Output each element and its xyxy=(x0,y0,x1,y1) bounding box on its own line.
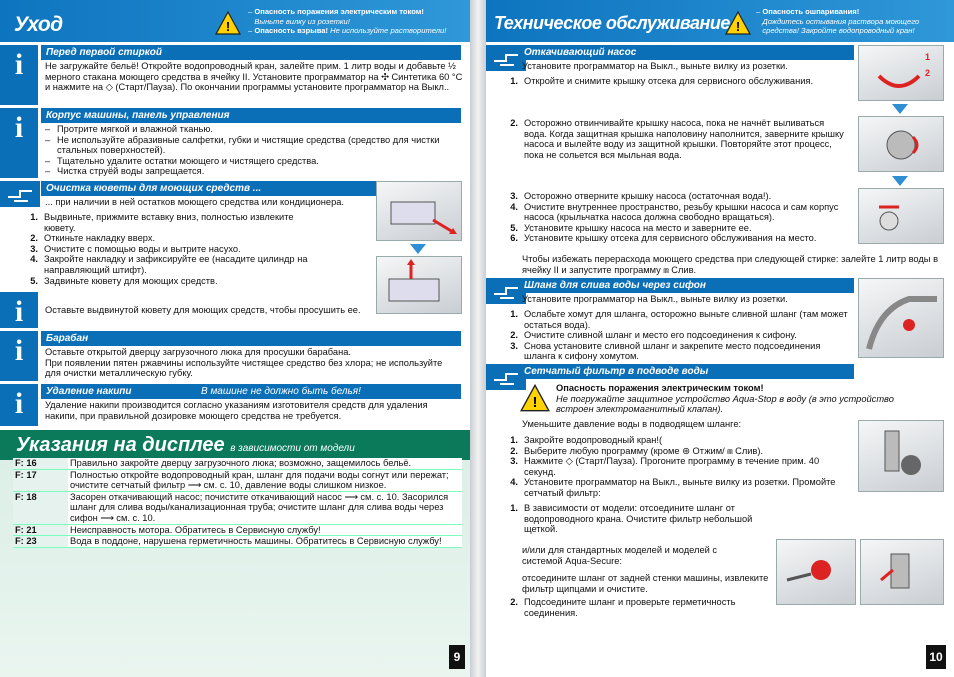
page-title: Уход xyxy=(14,13,63,36)
info-icon: i xyxy=(0,292,38,328)
steps-list xyxy=(504,597,774,618)
hose-illustration xyxy=(858,278,944,358)
list-item: 4. Установите программатор на Выкл., выньте вилку из розетки. Промойте сетчатый фильтр: xyxy=(510,477,836,498)
aqua-secure-note: и/или для стандартных моделей и моделей с системой Aqua-Secure: xyxy=(522,545,718,566)
steps-list xyxy=(504,191,849,244)
section-intro: ... при наличии в ней остатков моющего средства или кондиционера. xyxy=(45,197,345,207)
hand-icon xyxy=(0,181,40,207)
section-header: Корпус машины, панель управления xyxy=(41,108,461,123)
pump-illustration xyxy=(858,116,944,172)
list-item: 6. Установите крышку отсека для сервисного обслуживания на место. xyxy=(510,233,817,244)
steps-list xyxy=(504,435,849,499)
list-item: 2. Осторожно отвинчивайте крышку насоса, пока не начнёт выливаться вода. Когда защитная крышка наполовину наполнится, заверните крышку насоса и вылейте воду из защитной крышки. Повторяйте этот процесс, пока не сольется вся мыльная вода. xyxy=(510,118,844,160)
table-row: F: 21 Неисправность мотора. Обратитесь в Сервисную службу! xyxy=(13,524,462,536)
display-messages xyxy=(0,430,470,677)
header-banner xyxy=(486,0,954,42)
section-header: Очистка кюветы для моющих средств ... xyxy=(41,181,376,196)
steps-list xyxy=(504,118,849,160)
page-number: 10 xyxy=(926,645,946,669)
page-number: 9 xyxy=(449,645,465,669)
arrow-down-icon xyxy=(892,176,908,186)
section-text: Оставьте выдвинутой кювету для моющих средств, чтобы просушить ее. xyxy=(45,305,361,315)
list-item: – Протрите мягкой и влажной тканью. xyxy=(45,124,445,135)
page-gutter xyxy=(470,0,486,677)
warning-icon xyxy=(520,384,550,412)
list-item: 1. Ослабьте хомут для шланга, осторожно выньте сливной шланг (там может остаться вода). xyxy=(510,309,848,330)
section-header: Удаление накипи В машине не должно быть белья! xyxy=(41,384,461,399)
steps-list xyxy=(504,76,849,87)
list-item: 5. Установите крышку насоса на место и заверните ее. xyxy=(510,222,752,233)
page-10 xyxy=(486,0,954,677)
aqua-secure-text: отсоедините шланг от задней стенки машины, извлеките фильтр щипцами и очистите. xyxy=(522,573,769,594)
section-text: Не загружайте бельё! Откройте водопроводный кран, залейте прим. 1 литр воды и добавьте ½ мерного стакана моющего средства в ячейку II. Установите программатор на ✣ Синтетика 60 °C и нажмите на ◇ (Старт/Пауза). По окончании программы установите программатор на Выкл.. xyxy=(45,61,463,93)
error-codes-table xyxy=(13,458,462,548)
list-item: 4. Очистите внутреннее пространство, резьбу крышки насоса и сам корпус насоса (крыльчатка насоса должна свободно вращаться). xyxy=(510,201,839,223)
info-icon: i xyxy=(0,108,38,178)
list-item: 1. В зависимости от модели: отсоедините шланг от водопроводного крана. Очистите фильтр небольшой щеткой. xyxy=(510,503,753,535)
section-header: Перед первой стиркой xyxy=(41,45,461,60)
svg-text:!: ! xyxy=(735,19,741,34)
section-header: Сетчатый фильтр в подводе воды xyxy=(519,364,854,379)
page-9 xyxy=(0,0,470,677)
svg-text:1: 1 xyxy=(925,52,931,62)
filter-illustration xyxy=(776,539,856,605)
section-header: Барабан xyxy=(41,331,461,346)
info-icon: i xyxy=(0,331,38,381)
svg-text:2: 2 xyxy=(925,68,931,78)
list-item: 5. Задвиньте кювету для моющих средств. xyxy=(30,275,218,286)
list-item: 2. Подсоедините шланг и проверьте герметичность соединения. xyxy=(510,597,736,618)
section-intro: Уменьшите давление воды в подводящем шланге: xyxy=(522,419,742,429)
page-title: Техническое обслуживание xyxy=(494,13,730,33)
pump-illustration xyxy=(858,45,944,101)
list-item: 3. Снова установите сливной шланг и закрепите место подсоединения шланга к сифону хомутом. xyxy=(510,340,821,362)
list-item: 2. Очистите сливной шланг и место его подсоединения к сифону. xyxy=(510,330,797,341)
list-item: 3. Очистите с помощью воды и вытрите насухо. xyxy=(30,243,241,254)
list-item: 1. Откройте и снимите крышку отсека для сервисного обслуживания. xyxy=(510,76,814,86)
svg-text:!: ! xyxy=(532,394,538,412)
section-text: Удаление накипи производится согласно указаниям изготовителя средств для удаления накипи, при правильной дозировке моющего средства не требуется. xyxy=(45,400,428,421)
table-row: F: 17 Полностью откройте водопроводный кран, шланг для подачи воды согнут или пережат; очистите сетчатый фильтр ⟶ см. с. 10, давление воды слишком низкое. xyxy=(13,469,462,491)
header-banner xyxy=(0,0,470,42)
list-item: – Чистка струёй воды запрещается. xyxy=(45,166,445,177)
care-list xyxy=(45,124,445,177)
list-item: – Не используйте абразивные салфетки, губки и чистящие средства (средство для чистки стальных поверхностей). xyxy=(45,135,445,156)
list-item: 3. Нажмите ◇ (Старт/Пауза). Прогоните программу в течение прим. 40 секунд. xyxy=(510,456,820,477)
list-item: – Тщательно удалите остатки моющего и чистящего средства. xyxy=(45,156,445,167)
info-icon: i xyxy=(0,384,38,426)
list-item: 2. Выберите любую программу (кроме ⊛ Отжим/ ⩎ Слив). xyxy=(510,445,764,456)
steps-list xyxy=(24,212,324,286)
list-item: 1. Выдвиньте, прижмите вставку вниз, полностью извлеките кювету. xyxy=(30,212,294,233)
info-icon: i xyxy=(0,45,38,105)
warning-icon xyxy=(215,11,241,35)
filter-illustration xyxy=(858,420,944,492)
pump-illustration xyxy=(858,188,944,244)
section-intro: Установите программатор на Выкл., выньте вилку из розетки. xyxy=(522,294,788,304)
warning-text: – Опасность поражения электрическим током! Выньте вилку из розетки! – Опасность взрыва! Не используйте растворители! xyxy=(248,7,447,35)
list-item: 4. Закройте накладку и зафиксируйте ее (насадите цилиндр на направляющий штифт). xyxy=(30,254,308,275)
display-title: Указания на дисплее в зависимости от модели xyxy=(16,434,355,456)
section-text: Оставьте открытой дверцу загрузочного люка для просушки барабана. При появлении пятен ржавчины используйте чистящее средство без хлора; не используйте для очистки металлическую губку. xyxy=(45,347,443,379)
section-intro: Установите программатор на Выкл., выньте вилку из розетки. xyxy=(522,61,788,71)
warning-icon xyxy=(725,11,751,35)
filter-illustration xyxy=(860,539,944,605)
warning-text: – Опасность ошпаривания! Дождитесь остывания раствора моющего средства! Закройте водопроводный кран! xyxy=(756,7,920,35)
list-item: 1. Закройте водопроводный кран!( xyxy=(510,435,663,445)
drawer-illustration xyxy=(376,181,462,241)
steps-list xyxy=(504,309,849,362)
section-header: Шланг для слива воды через сифон xyxy=(519,278,854,293)
table-row: F: 23 Вода в поддоне, нарушена герметичность машины. Обратитесь в Сервисную службу! xyxy=(13,536,462,548)
drawer-illustration xyxy=(376,256,462,314)
arrow-down-icon xyxy=(410,244,426,254)
section-note: Чтобы избежать перерасхода моющего средства при следующей стирке: залейте 1 литр воды в ячейку II и запустите программу ⩎ Слив. xyxy=(522,254,939,275)
table-row: F: 18 Засорен откачивающий насос; почистите откачивающий насос ⟶ см. с. 10. Засорился шланг для слива воды/канализационная труба; очистите шланг для слива воды через сифон ⟶ см. с. 10. xyxy=(13,491,462,524)
warning-text: Опасность поражения электрическим током! Не погружайте защитное устройство Aqua-Stop в воду (в это устройство встроен электромагнитный клапан). xyxy=(556,383,894,415)
list-item: 2. Откиньте накладку вверх. xyxy=(30,233,156,244)
steps-list xyxy=(504,503,774,535)
svg-text:!: ! xyxy=(225,19,231,34)
list-item: 3. Осторожно отверните крышку насоса (остаточная вода!). xyxy=(510,191,772,201)
section-header: Откачивающий насос xyxy=(519,45,854,60)
arrow-down-icon xyxy=(892,104,908,114)
table-row: F: 16 Правильно закройте дверцу загрузочного люка; возможно, защемилось бельё. xyxy=(13,458,462,469)
